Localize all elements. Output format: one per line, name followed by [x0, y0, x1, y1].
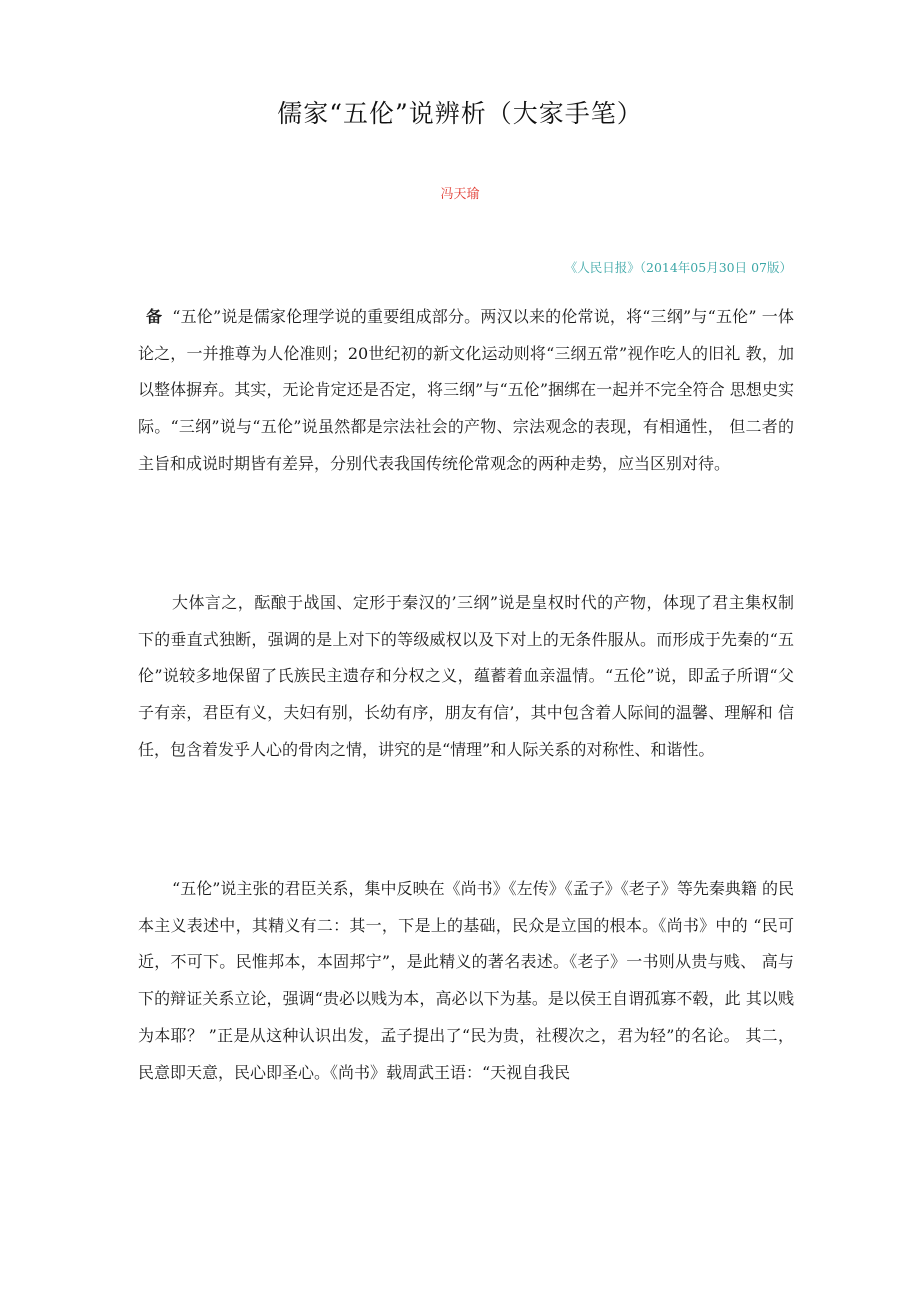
article-author: 冯天瑜 [440, 187, 480, 202]
paragraph-1 [138, 299, 794, 483]
article-source: 《人民日报》（2014年05月30日 07版） [564, 260, 792, 275]
paragraph-1-text: “五伦”说是儒家伦理学说的重要组成部分。两汉以来的伦常说，将“三纲”与“五伦” 一体论之，一并推尊为人伦准则；20世纪初的新文化运动则将“三纲五常”视作吃人的旧礼 教，加以整体摒弃。其实，无论肯定还是否定，将三纲”与“五伦”捆绑在一起并不完全符合 思想史实际。“三纲”说与“五伦”说虽然都是宗法社会的产物、宗法观念的表现，有相通性， 但二者的主旨和成说时期皆有差异，分别代表我国传统伦常观念的两种走势，应当区别对待。 [138, 307, 794, 473]
paragraph-3: “五伦”说主张的君臣关系，集中反映在《尚书》《左传》《孟子》《老子》等先秦典籍 的民本主义表述中，其精义有二：其一，下是上的基础，民众是立国的根本。《尚书》中的 “民可近，不可下。民惟邦本，本固邦宁”，是此精义的著名表述。《老子》一书则从贵与贱、 高与下的辩证关系立论，强调“贵必以贱为本，高必以下为基。是以侯王自谓孤寡不毂，此 其以贱为本耶？ ”正是从这种认识出发，孟子提出了“民为贵，社稷次之，君为轻”的名论。 其二，民意即天意，民心即圣心。《尚书》载周武王语：“天视自我民 [138, 879, 794, 1082]
article-title: 儒家“五伦”说辨析（大家手笔） [277, 99, 643, 128]
paragraph-2: 大体言之，酝酿于战国、定形于秦汉的’三纲”说是皇权时代的产物，体现了君主集权制 下的垂直式独断，强调的是上对下的等级威权以及下对上的无条件服从。而形成于先秦的“五 伦”说较多地保留了氏族民主遗存和分权之义，蕴蓄着血亲温情。“五伦”说，即孟子所谓“父 子有亲，君臣有义，夫妇有别，长幼有序，朋友有信’，其中包含着人际间的温馨、理解和 信任，包含着发乎人心的骨肉之情，讲究的是“情理”和人际关系的对称性、和谐性。 [138, 593, 794, 759]
paragraph-lead-mark: 备 [146, 307, 163, 326]
